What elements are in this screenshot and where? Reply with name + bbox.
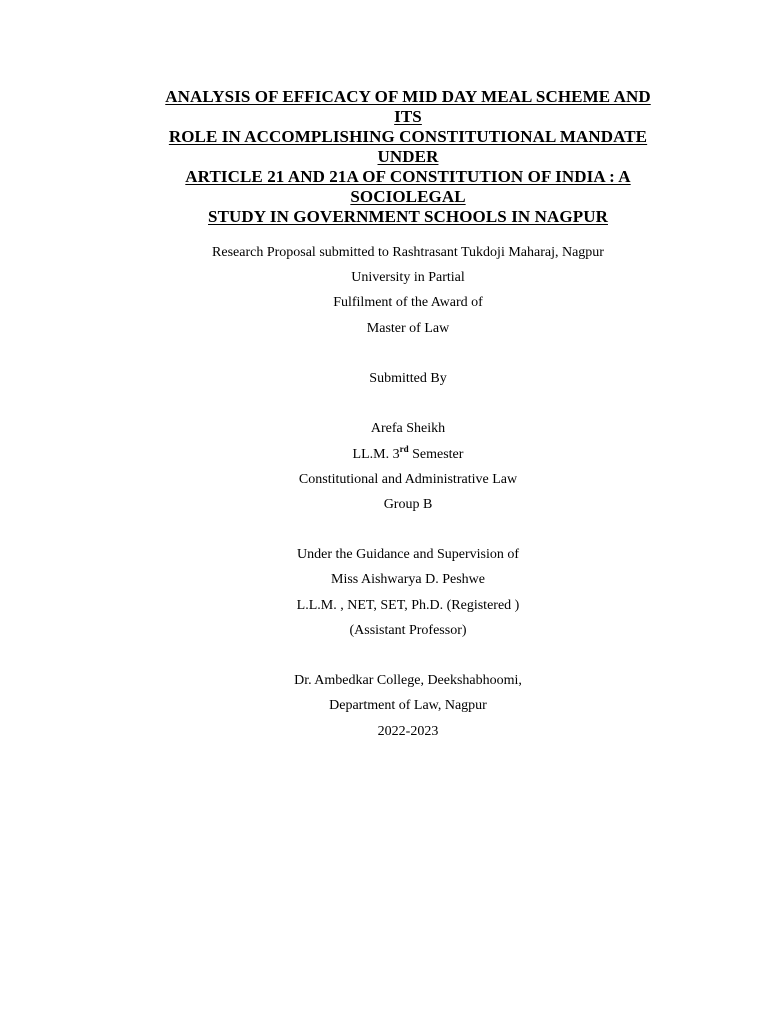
student-name: Arefa Sheikh bbox=[370, 421, 446, 437]
guide-qualifications: L.L.M. , NET, SET, Ph.D. (Registered ) bbox=[296, 597, 520, 613]
student-group: Group B bbox=[383, 496, 433, 512]
spacer bbox=[108, 517, 708, 542]
title-line-1: ANALYSIS OF EFFICACY OF MID DAY MEAL SCHEME AND bbox=[165, 87, 651, 106]
proposal-line-4: Master of Law bbox=[366, 320, 450, 336]
semester-suffix: Semester bbox=[408, 446, 464, 462]
title-line-4: UNDER bbox=[377, 147, 439, 166]
guide-name: Miss Aishwarya D. Peshwe bbox=[331, 572, 485, 588]
spacer bbox=[108, 643, 708, 668]
guide-designation: (Assistant Professor) bbox=[349, 622, 467, 638]
title-line-5: ARTICLE 21 AND 21A OF CONSTITUTION OF INDIA : A bbox=[185, 167, 631, 186]
spacer bbox=[108, 391, 708, 416]
submitted-by-label: Submitted By bbox=[369, 370, 447, 386]
title-line-3: ROLE IN ACCOMPLISHING CONSTITUTIONAL MANDATE bbox=[168, 127, 648, 146]
department-name: Department of Law, Nagpur bbox=[329, 698, 487, 714]
title-block bbox=[140, 87, 676, 227]
spacer bbox=[108, 341, 708, 366]
college-name: Dr. Ambedkar College, Deekshabhoomi, bbox=[294, 673, 522, 689]
proposal-line-2: University in Partial bbox=[351, 270, 465, 286]
title-line-7: STUDY IN GOVERNMENT SCHOOLS IN NAGPUR bbox=[208, 207, 608, 226]
body-block bbox=[108, 240, 708, 744]
student-semester bbox=[108, 442, 708, 467]
academic-year: 2022-2023 bbox=[377, 723, 439, 739]
student-specialization: Constitutional and Administrative Law bbox=[298, 471, 518, 487]
proposal-line-3: Fulfilment of the Award of bbox=[333, 295, 483, 311]
semester-prefix: LL.M. 3 bbox=[352, 446, 400, 462]
title-line-2: ITS bbox=[394, 107, 422, 126]
proposal-line-1: Research Proposal submitted to Rashtrasant Tukdoji Maharaj, Nagpur bbox=[212, 245, 604, 260]
guide-label: Under the Guidance and Supervision of bbox=[297, 547, 519, 563]
title-line-6: SOCIOLEGAL bbox=[350, 187, 466, 206]
semester-superscript: rd bbox=[399, 443, 409, 454]
